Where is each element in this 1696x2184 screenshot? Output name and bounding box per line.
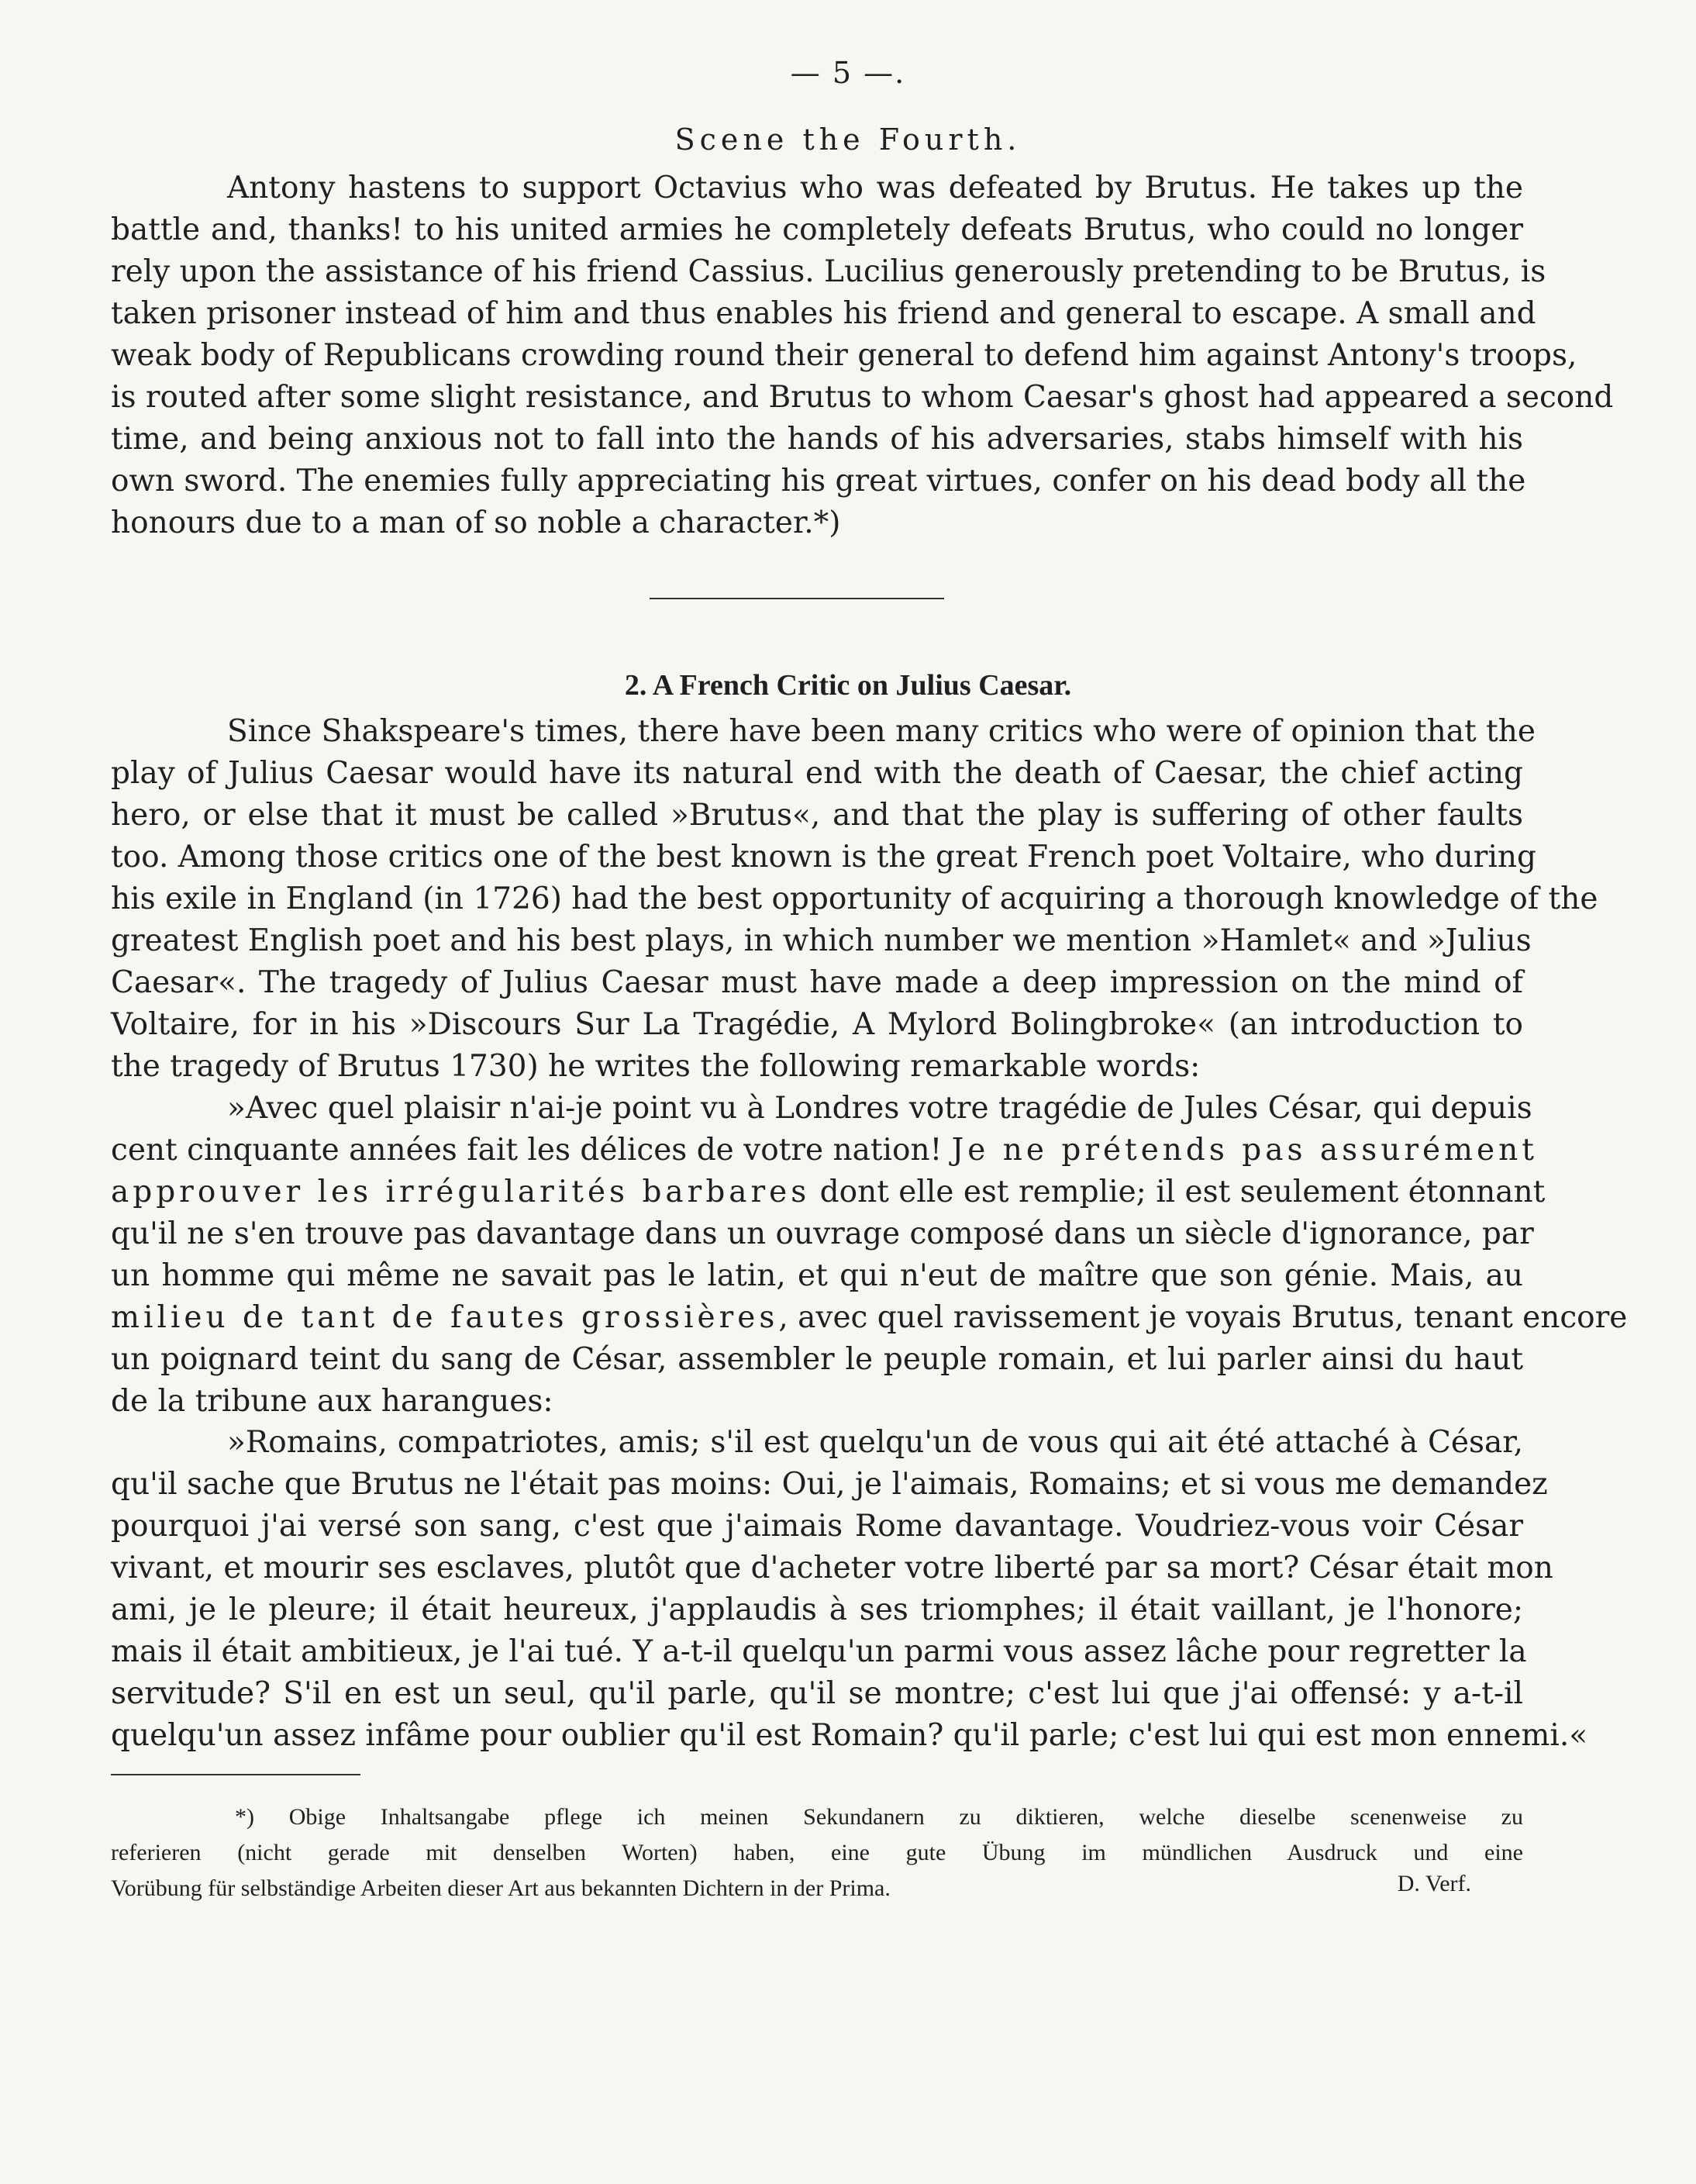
section-divider xyxy=(650,598,944,599)
footnote-line: Vorübung für selbständige Arbeiten dieser Art aus bekannten Dichtern in der Prima. xyxy=(111,1875,891,1901)
text-line: mais il était ambitieux, je l'ai tué. Y a-t-il quelqu'un parmi vous assez lâche pour regretter la xyxy=(111,1634,1527,1669)
text-line: Antony hastens to support Octavius who was defeated by Brutus. He takes up the xyxy=(227,171,1523,205)
text-run: , avec quel ravissement je voyais Brutus, tenant encore xyxy=(778,1300,1628,1335)
text-line: weak body of Republicans crowding round their general to defend him against Antony's troops, xyxy=(111,338,1577,373)
text-line: too. Among those critics one of the best known is the great French poet Voltaire, who during xyxy=(111,840,1536,875)
text-line: play of Julius Caesar would have its natural end with the death of Caesar, the chief acting xyxy=(111,756,1523,791)
text-line xyxy=(111,1130,1538,1171)
brutus-speech-paragraph xyxy=(111,1422,1588,1757)
text-line: taken prisoner instead of him and thus enables his friend and general to escape. A small and xyxy=(111,296,1536,331)
footnote-divider xyxy=(111,1774,360,1775)
text-run: dont elle est remplie; il est seulement étonnant xyxy=(810,1175,1546,1209)
text-line: qu'il sache que Brutus ne l'était pas moins: Oui, je l'aimais, Romains; et si vous me demandez xyxy=(111,1467,1548,1502)
text-line: qu'il ne s'en trouve pas davantage dans un ouvrage composé dans un siècle d'ignorance, par xyxy=(111,1216,1534,1251)
text-line xyxy=(111,1297,1628,1339)
text-line: un homme qui même ne savait pas le latin, et qui n'eut de maître que son génie. Mais, au xyxy=(111,1258,1523,1293)
page-number: — 5 —. xyxy=(790,56,906,90)
emphasized-text: Je ne prétends pas assurément xyxy=(951,1133,1538,1168)
text-line: un poignard teint du sang de César, assembler le peuple romain, et lui parler ainsi du haut xyxy=(111,1342,1523,1377)
text-line: ami, je le pleure; il était heureux, j'applaudis à ses triomphes; il était vaillant, je l'honore; xyxy=(111,1592,1523,1627)
text-line: is routed after some slight resistance, and Brutus to whom Caesar's ghost had appeared a second xyxy=(111,380,1614,415)
text-line: de la tribune aux harangues: xyxy=(111,1384,553,1419)
footnote-line: *) Obige Inhaltsangabe pflege ich meinen Sekundanern zu diktieren, welche dieselbe scenenweise zu xyxy=(235,1804,1523,1830)
text-line: Voltaire, for in his »Discours Sur La Tragédie, A Mylord Bolingbroke« (an introduction to xyxy=(111,1007,1523,1042)
text-line: rely upon the assistance of his friend Cassius. Lucilius generously pretending to be Brutus, is xyxy=(111,254,1546,289)
footnote-signature: D. Verf. xyxy=(1397,1871,1471,1896)
text-line: time, and being anxious not to fall into the hands of his adversaries, stabs himself with his xyxy=(111,422,1523,457)
text-line: »Romains, compatriotes, amis; s'il est quelqu'un de vous qui ait été attaché à César, xyxy=(227,1425,1523,1460)
emphasized-text: approuver les irrégularités barbares xyxy=(111,1175,811,1209)
text-line: servitude? S'il en est un seul, qu'il parle, qu'il se montre; c'est lui que j'ai offensé: y a-t-il xyxy=(111,1676,1523,1711)
text-line: own sword. The enemies fully appreciating his great virtues, confer on his dead body all the xyxy=(111,464,1526,499)
emphasized-text: milieu de tant de fautes grossières xyxy=(111,1300,779,1335)
text-line: quelqu'un assez infâme pour oublier qu'il est Romain? qu'il parle; c'est lui qui est mon ennemi.« xyxy=(111,1718,1588,1753)
scene-summary-paragraph xyxy=(111,167,1614,544)
section-heading: 2. A French Critic on Julius Caesar. xyxy=(624,669,1072,702)
scene-heading: Scene the Fourth. xyxy=(674,122,1022,157)
text-line: the tragedy of Brutus 1730) he writes the following remarkable words: xyxy=(111,1049,1201,1084)
text-line: Since Shakspeare's times, there have been many critics who were of opinion that the xyxy=(227,714,1536,749)
text-line: his exile in England (in 1726) had the best opportunity of acquiring a thorough knowledge of the xyxy=(111,882,1598,916)
text-line: pourquoi j'ai versé son sang, c'est que j'aimais Rome davantage. Voudriez-vous voir César xyxy=(111,1509,1523,1544)
text-line: honours due to a man of so noble a character.*) xyxy=(111,505,841,540)
text-line: »Avec quel plaisir n'ai-je point vu à Londres votre tragédie de Jules César, qui depuis xyxy=(227,1091,1532,1126)
text-line: greatest English poet and his best plays, in which number we mention »Hamlet« and »Julius xyxy=(111,923,1532,958)
text-line xyxy=(111,1171,1546,1213)
text-run: cent cinquante années fait les délices de votre nation! xyxy=(111,1133,952,1168)
footnote xyxy=(111,1799,1523,1906)
footnote-line: referieren (nicht gerade mit denselben Worten) haben, eine gute Übung im mündlichen Ausdruck und eine xyxy=(111,1840,1523,1865)
critic-paragraph xyxy=(111,711,1598,1088)
text-line: hero, or else that it must be called »Brutus«, and that the play is suffering of other faults xyxy=(111,798,1523,833)
text-line: battle and, thanks! to his united armies he completely defeats Brutus, who could no longer xyxy=(111,212,1523,247)
text-line: vivant, et mourir ses esclaves, plutôt que d'acheter votre liberté par sa mort? César était mon xyxy=(111,1551,1553,1585)
text-line: Caesar«. The tragedy of Julius Caesar must have made a deep impression on the mind of xyxy=(111,965,1523,1000)
voltaire-quote-paragraph xyxy=(111,1088,1628,1423)
